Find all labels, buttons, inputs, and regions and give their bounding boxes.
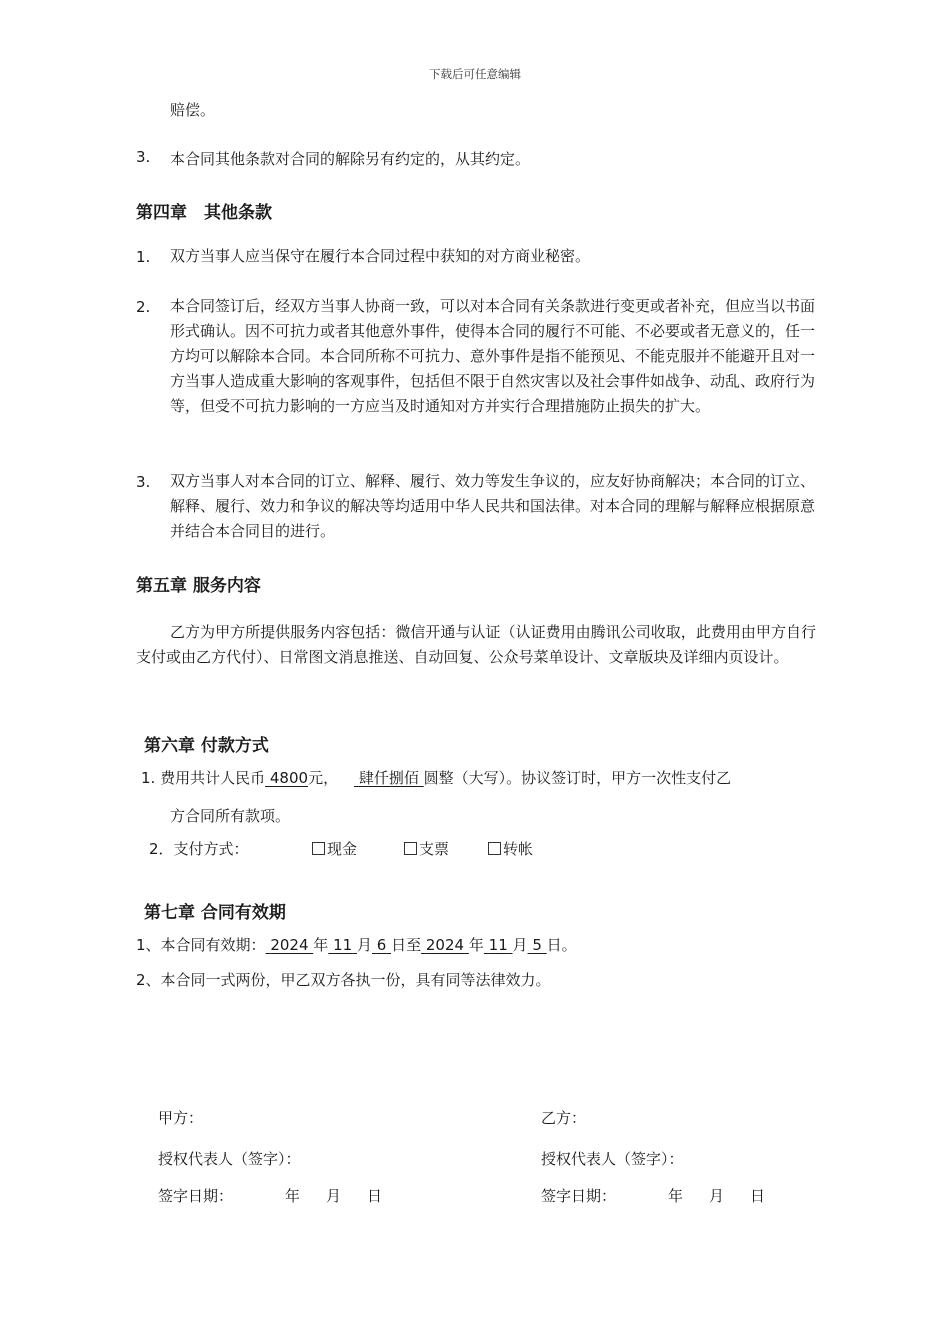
chapter3-item3-number: 3. <box>136 148 151 166</box>
fee-line-2: 方合同所有款项。 <box>170 807 291 825</box>
party-b-representative-label: 授权代表人（签字）： <box>541 1150 684 1168</box>
chapter6-title: 第六章 付款方式 <box>144 736 269 756</box>
payment-option-check[interactable]: 支票 <box>404 838 449 859</box>
start-year: 2024 <box>270 936 309 954</box>
contract-term-line: 1、本合同有效期： 2024 年 11 月 6 日至 2024 年 11 月 5 日。 <box>136 936 577 954</box>
chapter4-item1-text: 双方当事人应当保守在履行本合同过程中获知的对方商业秘密。 <box>170 247 591 265</box>
end-month: 11 <box>488 936 508 954</box>
payment-option-transfer[interactable]: 转帐 <box>488 838 533 859</box>
fee-amount: 4800 <box>269 769 309 787</box>
chapter3-continued-text: 赔偿。 <box>170 101 216 119</box>
contract-copies-text: 2、本合同一式两份，甲乙双方各执一份，具有同等法律效力。 <box>136 971 551 989</box>
party-a-label: 甲方： <box>158 1109 204 1127</box>
checkbox-icon[interactable] <box>312 842 325 855</box>
payment-method-label: 2．支付方式： <box>149 840 249 858</box>
chapter4-item2-number: 2. <box>136 298 151 316</box>
chapter4-item1-number: 1. <box>136 248 151 266</box>
fee-amount-upper: 肆仟捌佰 <box>358 769 419 787</box>
start-day: 6 <box>376 936 387 954</box>
payment-option-cash[interactable]: 现金 <box>312 838 357 859</box>
chapter4-item2-text: 本合同签订后，经双方当事人协商一致，可以对本合同有关条款进行变更或者补充，但应当以书面形式确认。因不可抗力或者其他意外事件，使得本合同的履行不可能、不必要或者无意义的，任一方均可以解除本合同。本合同所称不可抗力、意外事件是指不能预见、不能克服并不能避开且对一方当事人造成重大影响的客观事件，包括但不限于自然灾害以及社会事件如战争、动乱、政府行为等，但受不可抗力影响的一方应当及时通知对方并实行合理措施防止损失的扩大。 <box>170 297 816 415</box>
chapter5-title: 第五章 服务内容 <box>136 576 261 596</box>
chapter5-service-text: 乙方为甲方所提供服务内容包括：微信开通与认证（认证费用由腾讯公司收取，此费用由甲方自行支付或由乙方代付）、日常图文消息推送、自动回复、公众号菜单设计、文章版块及详细内页设计。 <box>136 623 816 666</box>
party-b-sign-date: 签字日期： 年 月 日 <box>541 1187 766 1205</box>
fee-line <box>141 767 731 788</box>
start-month: 11 <box>333 936 353 954</box>
chapter4-item3-text: 双方当事人对本合同的订立、解释、履行、效力等发生争议的，应友好协商解决；本合同的订立、解释、履行、效力和争议的解决等均适用中华人民共和国法律。对本合同的理解与解释应根据原意并结合本合同目的进行。 <box>170 472 816 540</box>
checkbox-icon[interactable] <box>404 842 417 855</box>
party-a-representative-label: 授权代表人（签字）： <box>158 1150 301 1168</box>
party-b-label: 乙方： <box>541 1109 587 1127</box>
chapter4-item3-number: 3. <box>136 473 151 491</box>
fee-prefix: 1. 费用共计人民币 <box>141 769 266 787</box>
chapter4-title: 第四章 其他条款 <box>136 203 272 223</box>
end-year: 2024 <box>425 936 465 954</box>
fee-unit: 元， <box>308 769 339 787</box>
checkbox-icon[interactable] <box>488 842 501 855</box>
fee-suffix: 圆整（大写）。协议签订时，甲方一次性支付乙 <box>423 769 732 787</box>
chapter7-title: 第七章 合同有效期 <box>144 903 286 923</box>
page-header: 下载后可任意编辑 <box>429 67 521 81</box>
chapter3-item3-text: 本合同其他条款对合同的解除另有约定的，从其约定。 <box>170 150 531 168</box>
end-day: 5 <box>532 936 542 954</box>
party-a-sign-date: 签字日期： 年 月 日 <box>158 1187 383 1205</box>
